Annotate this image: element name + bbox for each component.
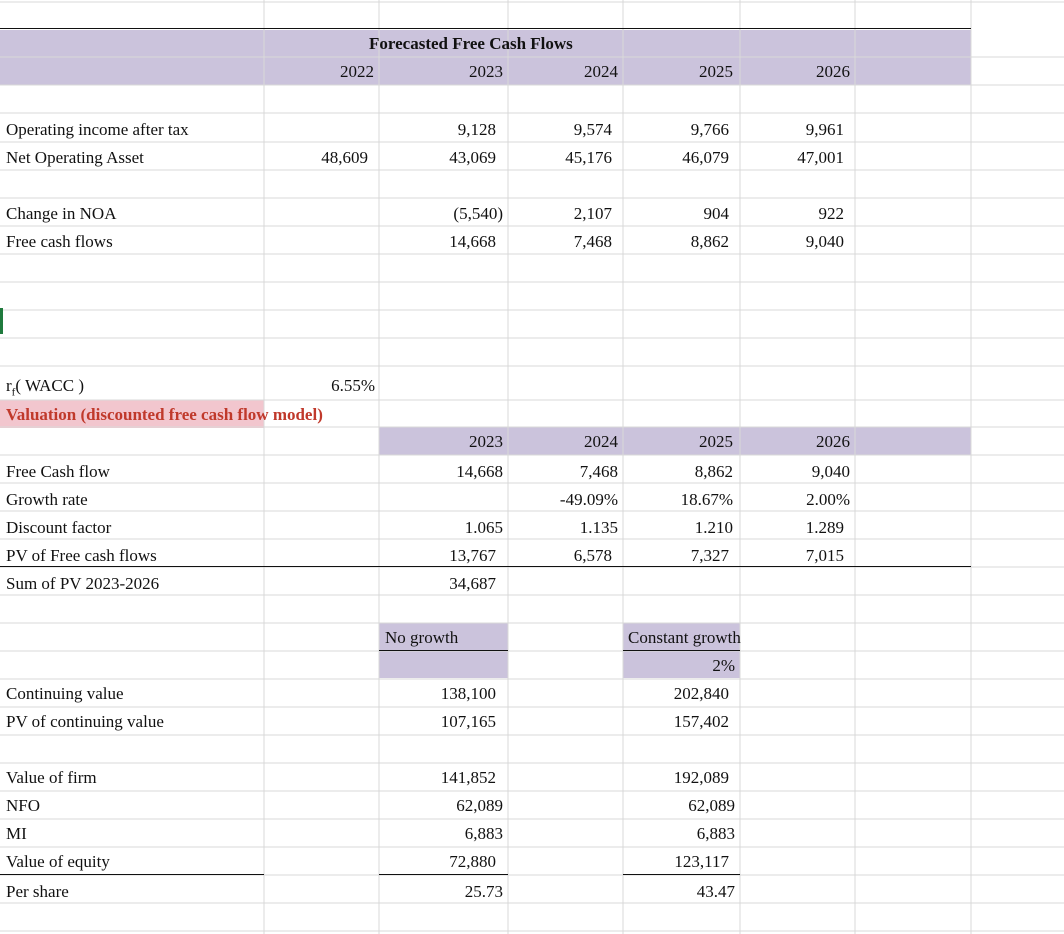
firm-no-growth[interactable]: 141,852 <box>440 768 496 787</box>
sum-pv-label[interactable]: Sum of PV 2023-2026 <box>6 574 160 593</box>
mi-no-growth[interactable]: 6,883 <box>464 824 503 843</box>
header-year-2025: 2025 <box>699 62 733 81</box>
constant-growth-underline <box>623 650 740 651</box>
pv-2023[interactable]: 13,767 <box>449 546 496 565</box>
change-noa-label[interactable]: Change in NOA <box>6 204 117 223</box>
op-income-2026[interactable]: 9,961 <box>805 120 844 139</box>
val-fcf-2023[interactable]: 14,668 <box>456 462 503 481</box>
change-noa-2026[interactable]: 922 <box>818 204 844 223</box>
cv-label[interactable]: Continuing value <box>6 684 124 703</box>
discount-2025[interactable]: 1.210 <box>694 518 733 537</box>
val-year-2026: 2026 <box>816 432 850 451</box>
discount-2023[interactable]: 1.065 <box>464 518 503 537</box>
wacc-label[interactable] <box>6 376 84 402</box>
constant-growth-rate[interactable]: 2% <box>712 656 735 675</box>
noa-2025[interactable]: 46,079 <box>682 148 729 167</box>
growth-2025[interactable]: 18.67% <box>680 490 733 509</box>
growth-2026[interactable]: 2.00% <box>806 490 850 509</box>
no-growth-underline <box>379 650 508 651</box>
pv-cv-constant-growth[interactable]: 157,402 <box>673 712 729 731</box>
discount-label[interactable]: Discount factor <box>6 518 112 537</box>
header-top-border <box>0 28 971 29</box>
op-income-2025[interactable]: 9,766 <box>690 120 729 139</box>
nfo-no-growth[interactable]: 62,089 <box>456 796 503 815</box>
constant-growth-label[interactable]: Constant growth <box>628 628 741 647</box>
equity-no-growth-border <box>379 874 508 875</box>
op-income-2023[interactable]: 9,128 <box>457 120 496 139</box>
fcf-2024[interactable]: 7,468 <box>573 232 612 251</box>
equity-row-bottom-border <box>0 874 264 875</box>
fcf-2025[interactable]: 8,862 <box>690 232 729 251</box>
pv-2025[interactable]: 7,327 <box>690 546 729 565</box>
noa-label[interactable]: Net Operating Asset <box>6 148 144 167</box>
val-year-2025: 2025 <box>699 432 733 451</box>
header-year-2026: 2026 <box>816 62 850 81</box>
selected-cell-edge <box>0 308 3 334</box>
header-year-2024: 2024 <box>584 62 618 81</box>
wacc-subscript: f <box>11 386 16 399</box>
discount-2024[interactable]: 1.135 <box>579 518 618 537</box>
firm-label[interactable]: Value of firm <box>6 768 97 787</box>
valuation-title[interactable]: Valuation (discounted free cash flow model) <box>6 405 323 424</box>
val-fcf-2024[interactable]: 7,468 <box>579 462 618 481</box>
val-fcf-label[interactable]: Free Cash flow <box>6 462 110 481</box>
firm-constant-growth[interactable]: 192,089 <box>673 768 729 787</box>
change-noa-2025[interactable]: 904 <box>703 204 729 223</box>
fcf-label[interactable]: Free cash flows <box>6 232 113 251</box>
pv-label[interactable]: PV of Free cash flows <box>6 546 157 565</box>
val-fcf-2026[interactable]: 9,040 <box>811 462 850 481</box>
forecast-title: Forecasted Free Cash Flows <box>369 34 573 53</box>
pv-cv-label[interactable]: PV of continuing value <box>6 712 164 731</box>
cv-no-growth[interactable]: 138,100 <box>440 684 496 703</box>
noa-2023[interactable]: 43,069 <box>449 148 496 167</box>
wacc-value[interactable]: 6.55% <box>331 376 375 395</box>
op-income-label[interactable]: Operating income after tax <box>6 120 189 139</box>
nfo-label[interactable]: NFO <box>6 796 41 815</box>
change-noa-2023[interactable]: (5,540) <box>453 204 503 223</box>
wacc-label-text: ( WACC ) <box>15 376 84 395</box>
growth-label[interactable]: Growth rate <box>6 490 88 509</box>
wacc-symbol: r <box>6 376 12 395</box>
equity-no-growth[interactable]: 72,880 <box>449 852 496 871</box>
val-year-2023: 2023 <box>469 432 503 451</box>
nfo-constant-growth[interactable]: 62,089 <box>688 796 735 815</box>
per-share-no-growth[interactable]: 25.73 <box>464 882 503 901</box>
pv-cv-no-growth[interactable]: 107,165 <box>440 712 496 731</box>
cv-constant-growth[interactable]: 202,840 <box>673 684 729 703</box>
pv-2024[interactable]: 6,578 <box>573 546 612 565</box>
per-share-label[interactable]: Per share <box>6 882 69 901</box>
equity-constant-growth[interactable]: 123,117 <box>674 852 729 871</box>
header-year-2023: 2023 <box>469 62 503 81</box>
val-fcf-2025[interactable]: 8,862 <box>694 462 733 481</box>
growth-2024[interactable]: -49.09% <box>559 490 618 509</box>
val-year-2024: 2024 <box>584 432 618 451</box>
fcf-2026[interactable]: 9,040 <box>805 232 844 251</box>
header-year-2022: 2022 <box>340 62 374 81</box>
pv-row-bottom-border <box>0 566 971 567</box>
op-income-2024[interactable]: 9,574 <box>573 120 612 139</box>
noa-2022[interactable]: 48,609 <box>321 148 368 167</box>
equity-constant-growth-border <box>623 874 740 875</box>
mi-label[interactable]: MI <box>6 824 27 843</box>
discount-2026[interactable]: 1.289 <box>805 518 844 537</box>
no-growth-label[interactable]: No growth <box>385 628 459 647</box>
change-noa-2024[interactable]: 2,107 <box>573 204 612 223</box>
noa-2026[interactable]: 47,001 <box>797 148 844 167</box>
per-share-constant-growth[interactable]: 43.47 <box>696 882 735 901</box>
equity-label[interactable]: Value of equity <box>6 852 110 871</box>
fcf-2023[interactable]: 14,668 <box>449 232 496 251</box>
pv-2026[interactable]: 7,015 <box>805 546 844 565</box>
sum-pv-value[interactable]: 34,687 <box>449 574 496 593</box>
mi-constant-growth[interactable]: 6,883 <box>696 824 735 843</box>
noa-2024[interactable]: 45,176 <box>565 148 612 167</box>
